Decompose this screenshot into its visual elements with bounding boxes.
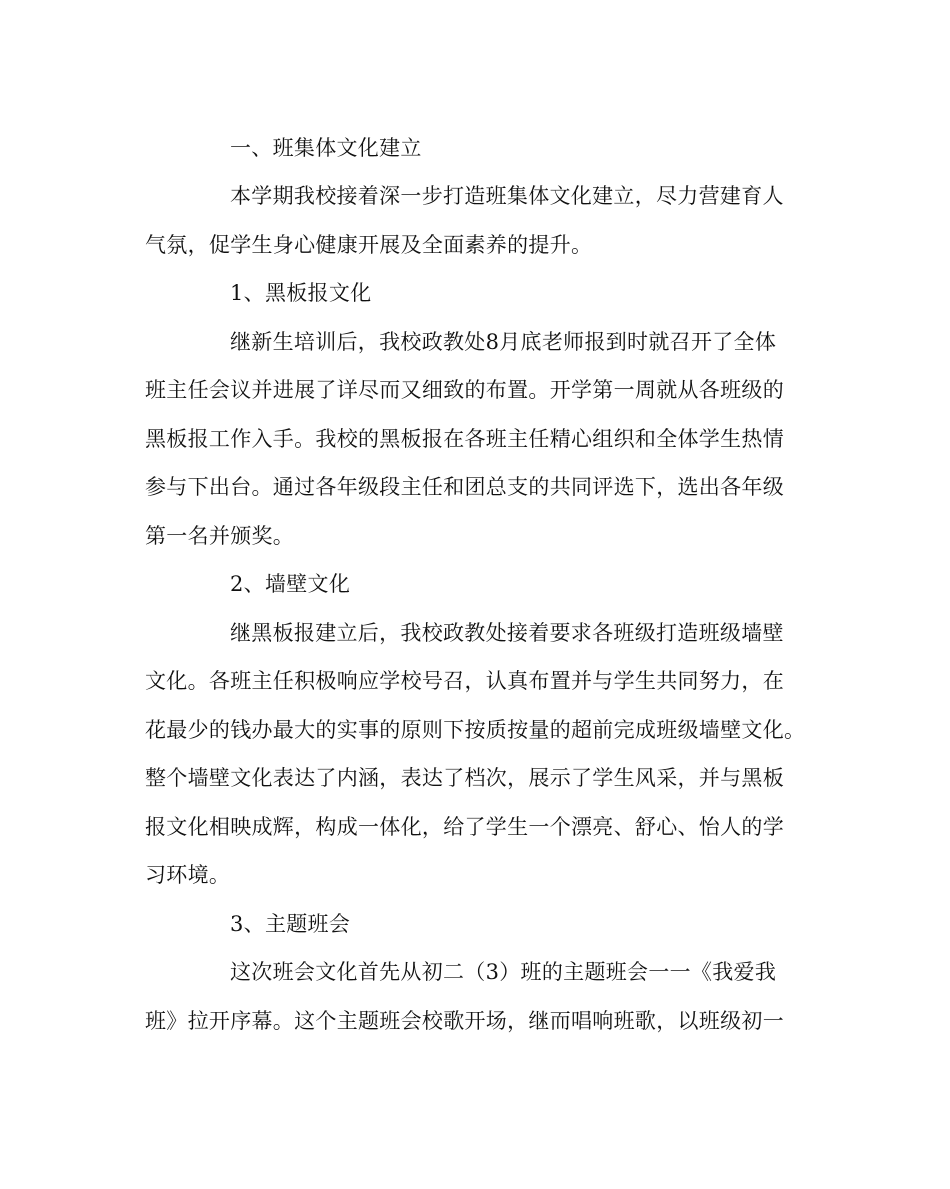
paragraph-line: 班》拉开序幕。这个主题班会校歌开场，继而唱响班歌，以班级初一 [145, 1009, 784, 1033]
paragraph-line: 习环境。 [145, 863, 231, 887]
paragraph-line: 报文化相映成辉，构成一体化，给了学生一个漂亮、舒心、怡人的学 [145, 815, 784, 839]
paragraph-line: 继黑板报建立后，我校政教处接着要求各班级打造班级墙壁 [230, 621, 784, 645]
paragraph-line: 第一名并颁奖。 [145, 524, 295, 548]
paragraph-line: 这次班会文化首先从初二（3）班的主题班会一一《我爱我 [230, 960, 777, 984]
paragraph-line: 继新生培训后，我校政教处8月底老师报到时就召开了全体 [230, 330, 777, 354]
paragraph-line: 整个墙壁文化表达了内涵，表达了档次，展示了学生风采，并与黑板 [145, 766, 784, 790]
paragraph-line: 气氛，促学生身心健康开展及全面素养的提升。 [145, 233, 593, 257]
paragraph-line: 参与下出台。通过各年级段主任和团总支的共同评选下，选出各年级 [145, 475, 784, 499]
paragraph-line: 文化。各班主任积极响应学校号召，认真布置并与学生共同努力，在 [145, 669, 784, 693]
subsection-heading-2: 2、墙壁文化 [230, 572, 351, 596]
paragraph-line: 黑板报工作入手。我校的黑板报在各班主任精心组织和全体学生热情 [145, 427, 784, 451]
paragraph-line: 花最少的钱办最大的实事的原则下按质按量的超前完成班级墙壁文化。 [145, 718, 806, 742]
paragraph-line: 本学期我校接着深一步打造班集体文化建立，尽力营建育人 [230, 184, 784, 208]
subsection-heading-1: 1、黑板报文化 [230, 281, 372, 305]
subsection-heading-3: 3、主题班会 [230, 912, 351, 936]
paragraph-line: 班主任会议并进展了详尽而又细致的布置。开学第一周就从各班级的 [145, 378, 784, 402]
section-heading-1: 一、班集体文化建立 [230, 136, 422, 160]
